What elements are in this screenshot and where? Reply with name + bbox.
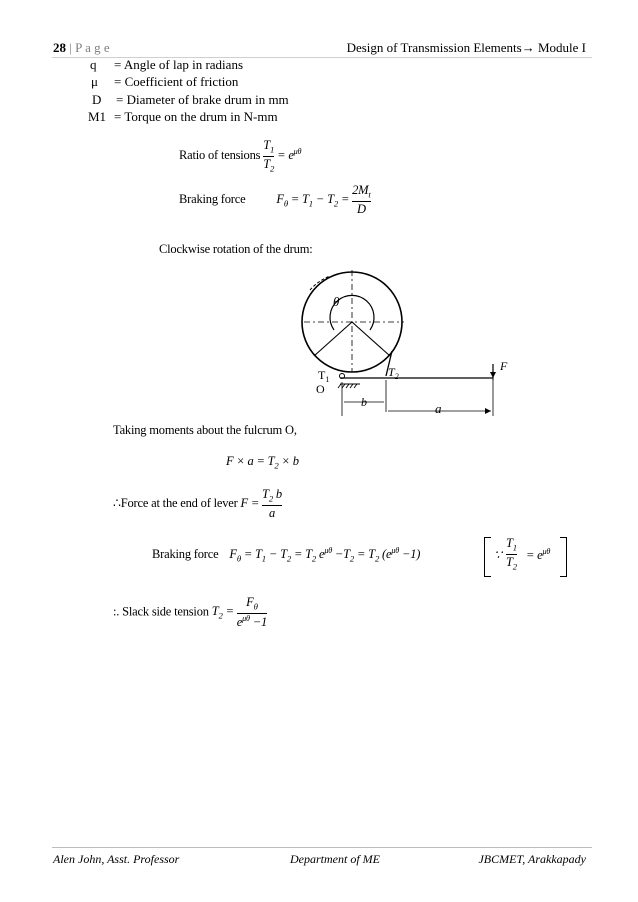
braking-force-label-2: Braking force <box>152 547 219 562</box>
braking-force-label: Braking force <box>179 191 246 206</box>
braking-force-expansion: Braking force $F_\theta = T_1 - T_2 = T_2$ $e^{\mu\theta} -T_2 = T_2$ $(e^{\mu\theta} -1)$ <box>152 546 421 564</box>
definition-symbol: M1 <box>88 109 107 124</box>
page-word: | P a g e <box>69 40 110 55</box>
definition-text: = Angle of lap in radians <box>114 57 243 72</box>
definition-text: = Coefficient of friction <box>114 74 239 89</box>
moments-text: Taking moments about the fulcrum O, <box>113 423 297 437</box>
slack-tension-equation: :. Slack side tension $T_2$ = $\frac{F_\theta}{e^{\mu\theta} -1}$ <box>113 595 268 629</box>
brake-diagram <box>300 268 530 416</box>
slack-fraction: $\frac{F_\theta}{e^{\mu\theta} -1}$ <box>236 595 268 629</box>
clockwise-heading: Clockwise rotation of the drum: <box>159 242 313 256</box>
definition-symbol: D <box>92 92 102 107</box>
footer-department: Department of ME <box>290 852 380 866</box>
braking-force-equation: Braking force $F_\theta = T_1 - T_2$ = $\frac{2M_t}{D}$ <box>179 183 371 216</box>
a-label: a <box>435 401 442 416</box>
force-at-end-equation: ∴Force at the end of lever F = $\frac{T_2 b}{a}$ <box>113 487 282 520</box>
moment-equation: $F \times a = T_2 \times b$ <box>226 454 299 471</box>
force-arrowhead <box>490 372 496 378</box>
document-title: Design of Transmission Elements→ Module I <box>346 40 586 55</box>
footer-divider <box>52 847 592 848</box>
t1-label: $T_1$ <box>318 368 330 384</box>
page-number-value: 28 <box>53 40 66 55</box>
ratio-equation: Ratio of tensions $\frac{T_1}{T_2}$ = $e^{\mu\theta}$ <box>179 138 302 174</box>
fulcrum-label: O <box>316 382 325 396</box>
definition-symbol: μ <box>91 74 98 89</box>
definition-text: = Diameter of brake drum in mm <box>116 92 289 107</box>
theta-label: θ <box>333 294 340 309</box>
b-label: b <box>361 395 367 409</box>
force-label: F <box>500 359 508 373</box>
footer-college: JBCMET, Arakkapady <box>478 852 586 866</box>
force-fraction: $\frac{T_2 b}{a}$ <box>262 487 282 520</box>
page-number <box>53 40 110 56</box>
radius-line-left <box>314 322 352 356</box>
footer-author: Alen John, Asst. Professor <box>53 852 180 866</box>
tension-fraction: $\frac{T_1}{T_2}$ <box>263 138 275 174</box>
radius-line-right <box>352 322 390 356</box>
a-dim-arrowhead <box>485 408 491 414</box>
definition-text: = Torque on the drum in N-mm <box>114 109 278 124</box>
slack-tension-label: :. Slack side tension <box>113 604 209 619</box>
force-at-end-label: ∴Force at the end of lever <box>113 495 238 510</box>
ratio-label: Ratio of tensions <box>179 148 261 163</box>
fulcrum-hatching <box>338 384 357 388</box>
definition-symbol: q <box>90 57 97 72</box>
t2-label: $T_2$ <box>388 365 399 381</box>
torque-fraction: $\frac{2M_t}{D}$ <box>352 183 371 216</box>
